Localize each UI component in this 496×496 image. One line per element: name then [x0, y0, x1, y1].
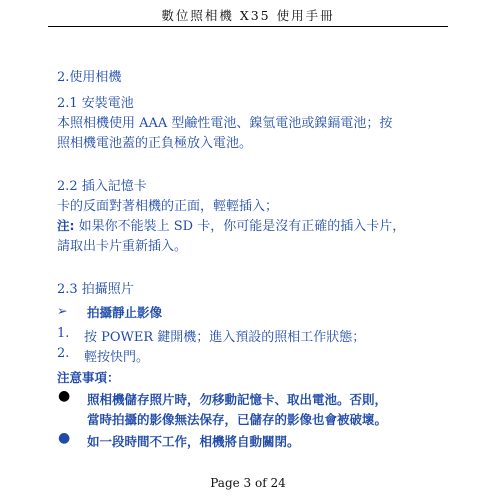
subsection-title-shooting: 2.3 拍攝照片 [57, 282, 134, 297]
step-2-text: 輕按快門。 [84, 350, 150, 365]
note-bullet-1-line1: 照相機儲存照片時，勿移動記憶卡、取出電池。否則， [87, 392, 388, 407]
step-2-number: 2. [57, 346, 70, 361]
page-header-title: 數位照相機 X35 使用手冊 [161, 8, 335, 23]
bullet-dot-icon: ● [58, 388, 71, 404]
battery-text-line1: 本照相機使用 AAA 型鹼性電池、鎳氫電池或鎳鎘電池；按 [57, 116, 393, 131]
card-text-line3: 請取出卡片重新插入。 [57, 239, 188, 254]
still-image-subtitle: 拍攝靜止影像 [87, 305, 163, 320]
header-divider [48, 26, 448, 27]
note-label: 注: [57, 218, 75, 233]
bullet-dot-icon: ● [58, 430, 71, 446]
section-title: 2.使用相機 [57, 70, 122, 85]
notes-title: 注意事項： [57, 370, 120, 385]
card-text-line1: 卡的反面對著相機的正面，輕輕插入； [57, 199, 279, 214]
step-1-text: 按 POWER 鍵開機；進入預設的照相工作狀態； [84, 330, 366, 345]
card-note-line [57, 215, 405, 234]
card-note-text: 如果你不能裝上 SD 卡，你可能是沒有正確的插入卡片， [78, 219, 406, 234]
battery-text-line2: 照相機電池蓋的正負極放入電池。 [57, 136, 253, 151]
arrow-bullet-icon: ➢ [57, 303, 68, 318]
note-bullet-2-line1: 如一段時間不工作，相機將自動關閉。 [87, 434, 300, 449]
page-number-footer: Page 3 of 24 [210, 476, 286, 490]
step-1-number: 1. [57, 326, 70, 341]
note-bullet-1-line2: 當時拍攝的影像無法保存，已儲存的影像也會被破壞。 [87, 412, 388, 427]
subsection-title-battery: 2.1 安裝電池 [57, 96, 134, 111]
subsection-title-card: 2.2 插入記憶卡 [57, 179, 147, 194]
